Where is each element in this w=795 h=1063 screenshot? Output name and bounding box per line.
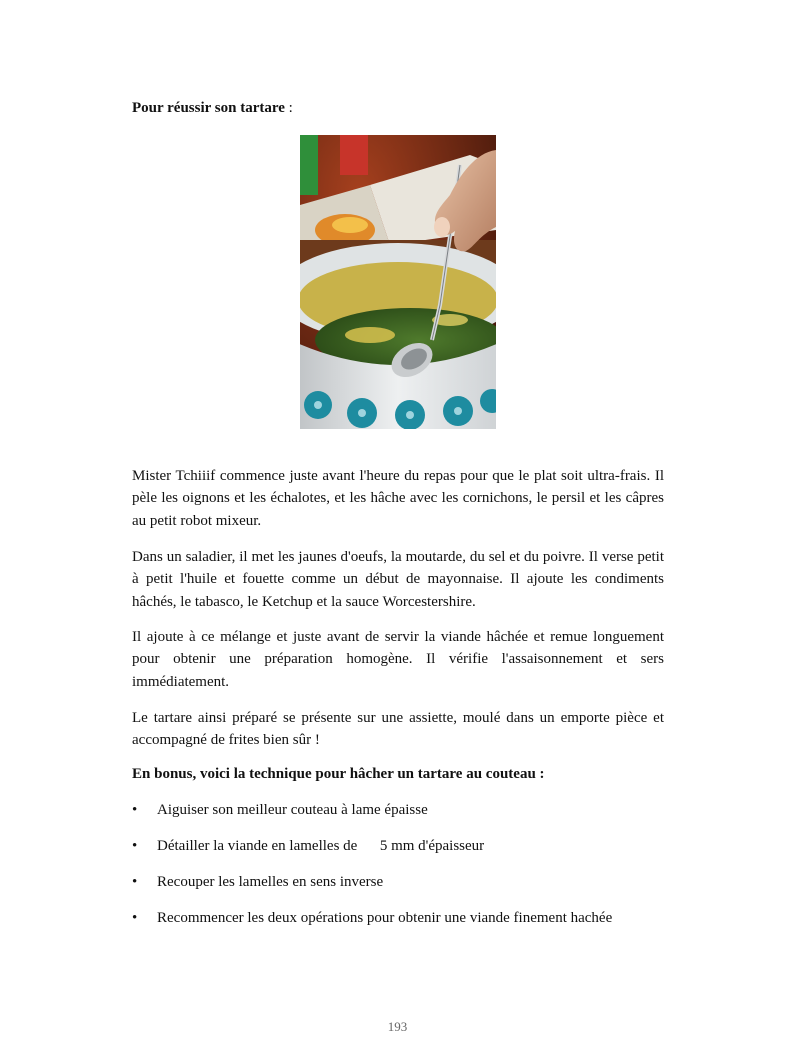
bullet-icon: • (132, 838, 138, 854)
list-item-text: Aiguiser son meilleur couteau à lame épaisse (157, 802, 428, 818)
bullet-icon: • (132, 910, 138, 926)
list-item-text: Détailler la viande en lamelles de 5 mm d'épaisseur (157, 838, 485, 854)
bullet-icon: • (132, 802, 138, 818)
tartare-photo (300, 135, 496, 429)
list-item-text: Recommencer les deux opérations pour obtenir une viande finement hachée (157, 910, 613, 926)
paragraph-sauce: Dans un saladier, il met les jaunes d'oeufs, la moutarde, du sel et du poivre. Il verse petit à petit l'huile et fouette comme un début de mayonnaise. Il ajoute les condiments hâchés, le tabasco, le Ketchup et la sauce Worcestershire. (132, 549, 664, 610)
bonus-heading: En bonus, voici la technique pour hâcher un tartare au couteau : (132, 766, 545, 782)
paragraph-preparation-start: Mister Tchiiif commence juste avant l'heure du repas pour que le plat soit ultra-frais. Il pèle les oignons et les échalotes, et les hâche avec les cornichons, le persil et les câpres au petit robot mixeur. (132, 468, 664, 529)
page-number: 193 (387, 1019, 408, 1034)
paragraph-mixing: Il ajoute à ce mélange et juste avant de servir la viande hâchée et remue longuement pour obtenir une préparation homogène. Il vérifie l'assaisonnement et sers immédiatement. (132, 629, 664, 690)
list-item-text: Recouper les lamelles en sens inverse (157, 874, 384, 890)
bullet-icon: • (132, 874, 138, 890)
section-heading (132, 100, 293, 117)
section-heading-colon: : (284, 100, 293, 116)
section-heading-bold: Pour réussir son tartare (132, 100, 285, 116)
paragraph-serving: Le tartare ainsi préparé se présente sur une assiette, moulé dans un emporte pièce et accompagné de frites bien sûr ! (132, 710, 664, 749)
